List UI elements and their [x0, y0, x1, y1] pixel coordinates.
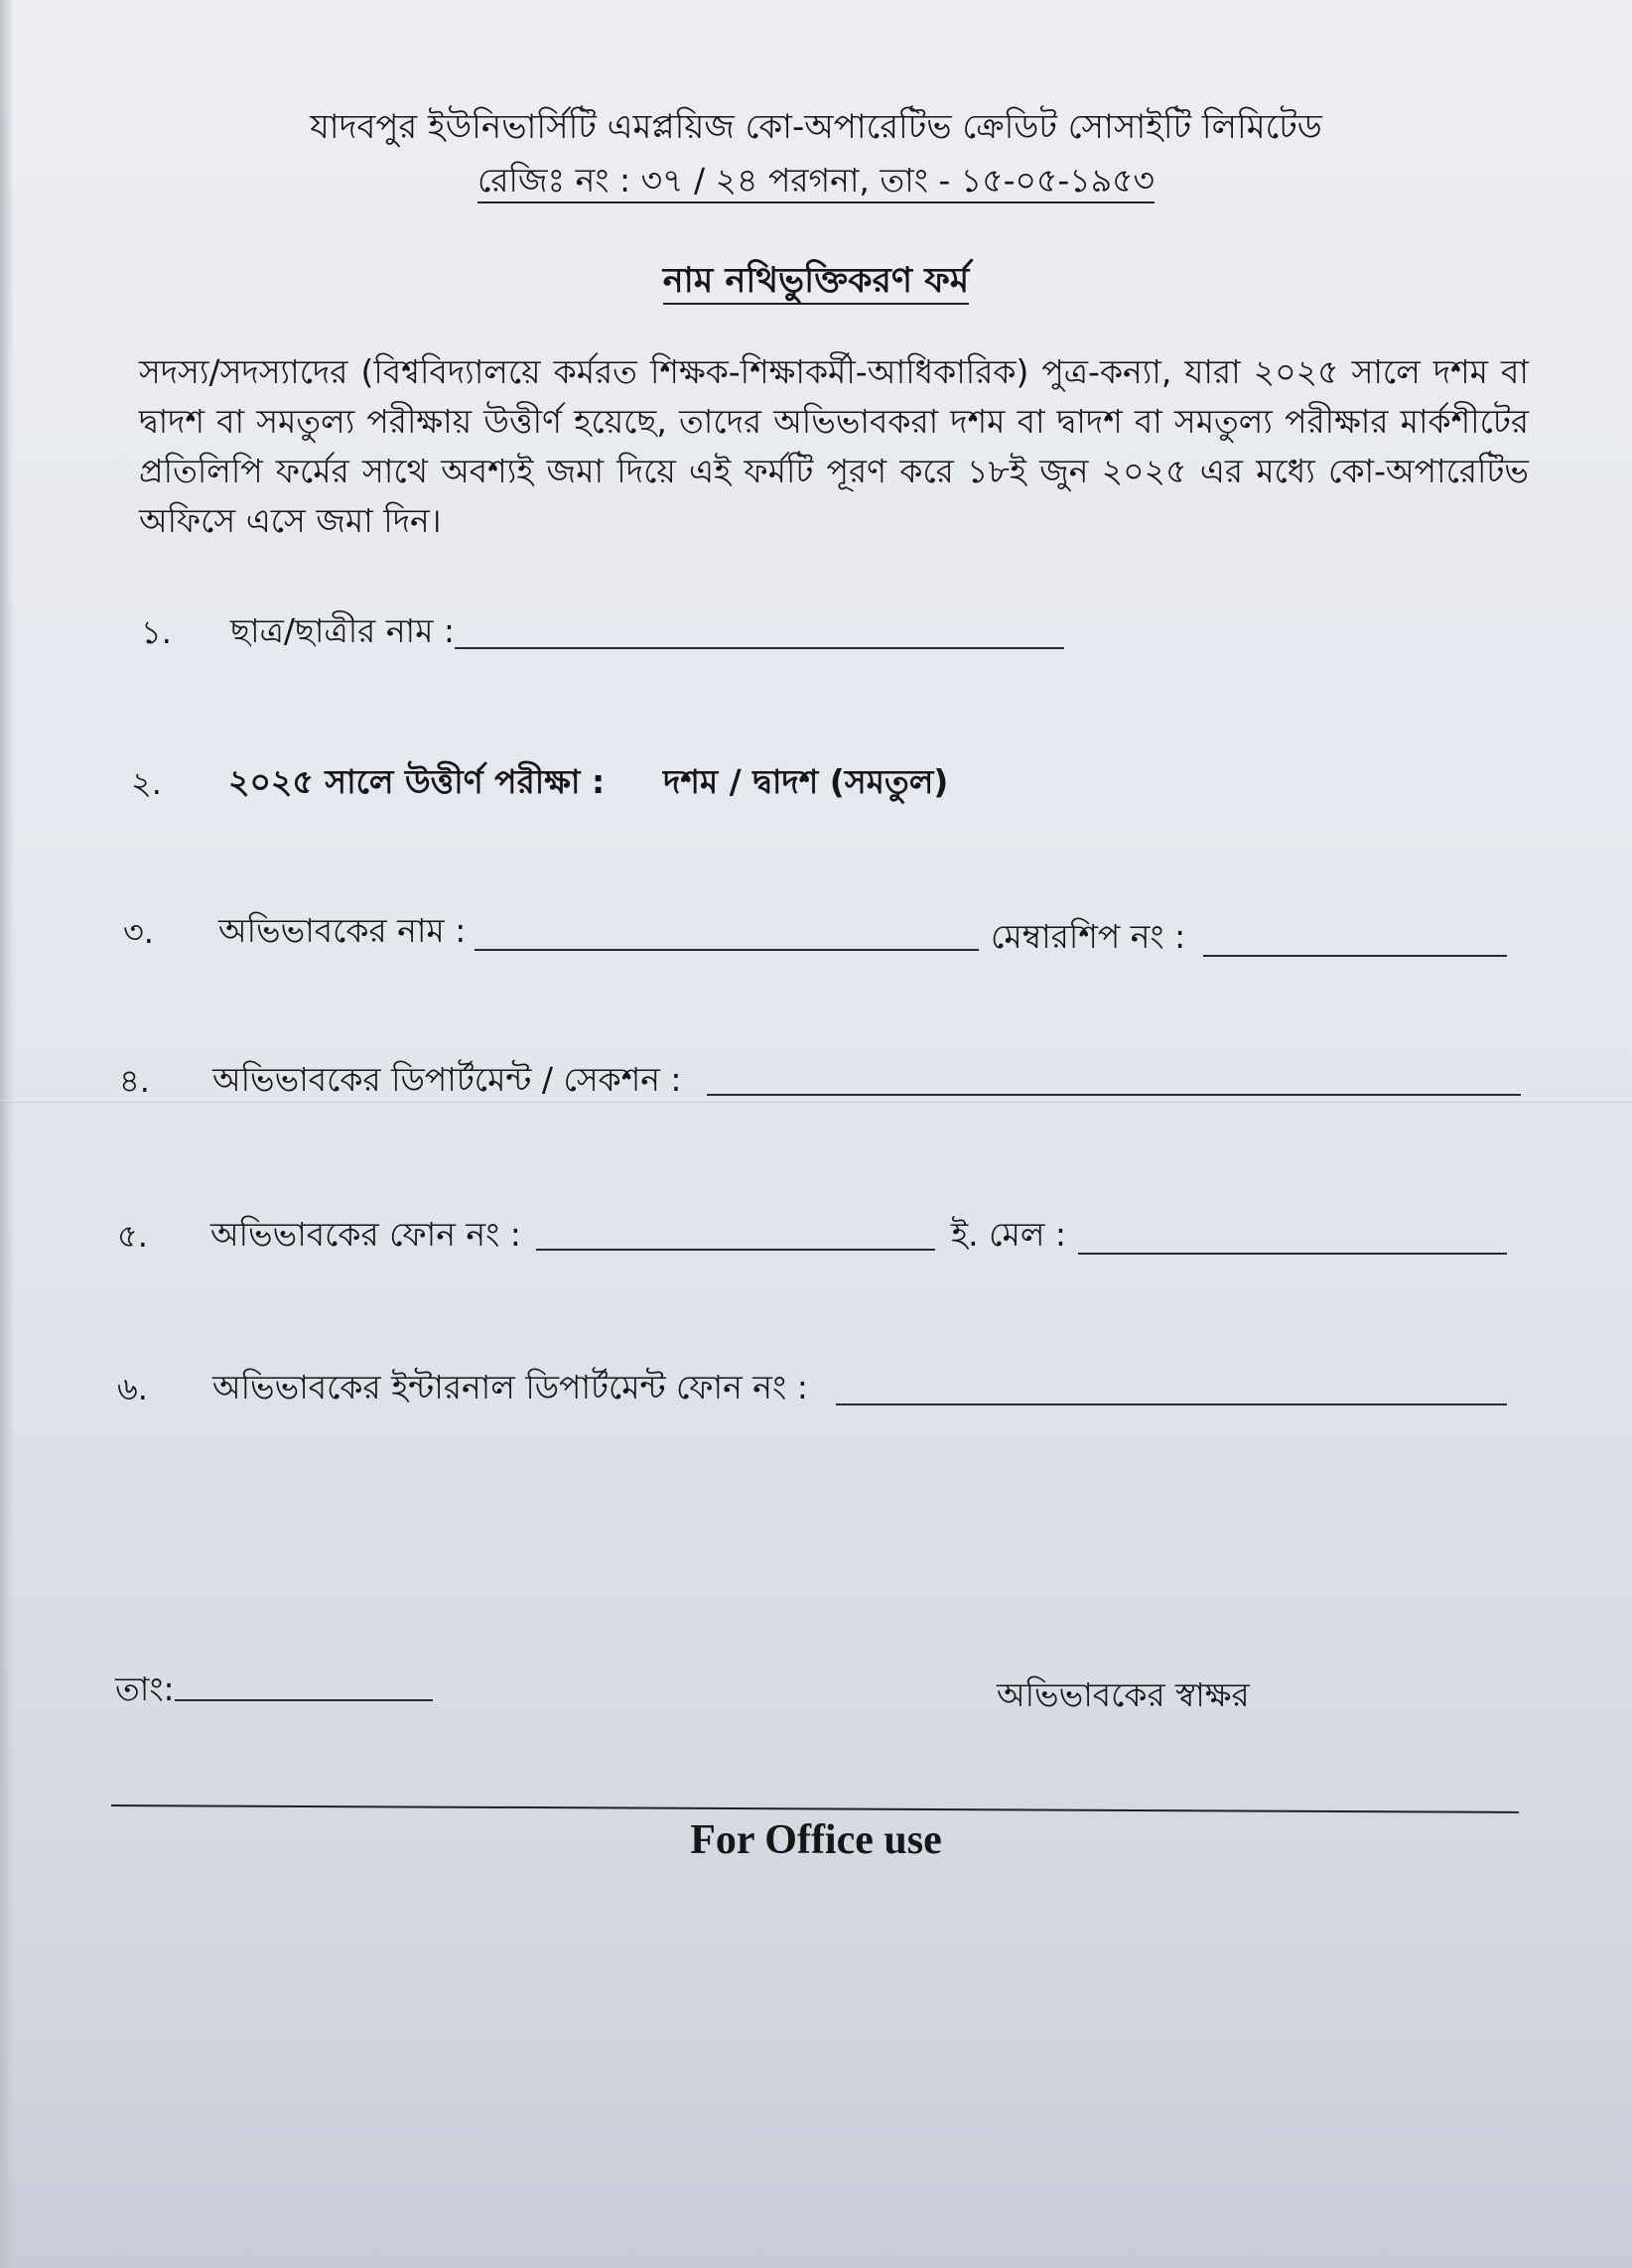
- guardian-internal-phone-field[interactable]: [836, 1403, 1507, 1405]
- field-4-number: ৪.: [119, 1062, 150, 1100]
- guardian-name-label: অভিভাবকের নাম :: [218, 911, 467, 950]
- registration-line: [0, 155, 1632, 210]
- guardian-phone-field[interactable]: [536, 1249, 935, 1251]
- guardian-department-label: অভিভাবকের ডিপার্টমেন্ট / সেকশন :: [212, 1060, 682, 1099]
- field-5-number: ৫.: [117, 1217, 148, 1255]
- field-1-number: ১.: [141, 613, 172, 651]
- field-3-number: ৩.: [123, 913, 154, 951]
- office-use-heading: For Office use: [690, 1817, 942, 1863]
- form-title-text: নাম নথিভুক্তিকরণ ফর্ম: [663, 261, 969, 305]
- organization-name: যাদবপুর ইউনিভার্সিটি এমপ্লয়িজ কো-অপারেটিভ ক্রেডিট সোসাইটি লিমিটেড: [310, 107, 1322, 147]
- field-6-number: ৬.: [117, 1370, 148, 1407]
- date-label: তাং:: [115, 1669, 175, 1708]
- office-use-divider: [111, 1804, 1519, 1813]
- membership-no-field[interactable]: [1203, 955, 1507, 957]
- guardian-phone-label: অভিভাবকের ফোন নং :: [210, 1215, 521, 1254]
- email-label: ই. মেল :: [951, 1215, 1067, 1254]
- guardian-signature-label: অভিভাবকের স্বাক্ষর: [997, 1675, 1250, 1714]
- guardian-name-field[interactable]: [475, 949, 979, 951]
- guardian-internal-phone-label: অভিভাবকের ইন্টারনাল ডিপার্টমেন্ট ফোন নং :: [212, 1368, 808, 1406]
- field-2-number: ২.: [131, 764, 162, 802]
- student-name-field[interactable]: [455, 647, 1064, 649]
- student-name-label: ছাত্র/ছাত্রীর নাম :: [230, 611, 456, 650]
- registration-text: রেজিঃ নং : ৩৭ / ২৪ পরগনা, তাং - ১৫-০৫-১৯৫৩: [477, 161, 1155, 203]
- guardian-department-field[interactable]: [707, 1094, 1521, 1096]
- exam-passed-label: ২০২৫ সালে উত্তীর্ণ পরীক্ষা :: [228, 762, 606, 801]
- form-title: [0, 253, 1632, 312]
- exam-options[interactable]: দশম / দ্বাদশ (সমতুল): [663, 762, 949, 801]
- date-field[interactable]: [175, 1699, 433, 1701]
- instructions-paragraph: সদস্য/সদস্যাদের (বিশ্ববিদ্যালয়ে কর্মরত শিক্ষক-শিক্ষাকর্মী-আধিকারিক) পুত্র-কন্যা, যারা ২০২৫ সালে দশম বা দ্বাদশ বা সমতুল্য পরীক্ষায় উত্তীর্ণ হয়েছে, তাদের অভিভাবকরা দশম বা দ্বাদশ বা সমতুল্য পরীক্ষার মার্কশীটের প্রতিলিপি ফর্মের সাথে অবশ্যই জমা দিয়ে এই ফর্মটি পূরণ করে ১৮ই জুন ২০২৫ এর মধ্যে কো-অপারেটিভ অফিসে এসে জমা দিন।: [139, 352, 1529, 540]
- email-field[interactable]: [1078, 1253, 1507, 1255]
- membership-no-label: মেম্বারশিপ নং :: [991, 917, 1186, 956]
